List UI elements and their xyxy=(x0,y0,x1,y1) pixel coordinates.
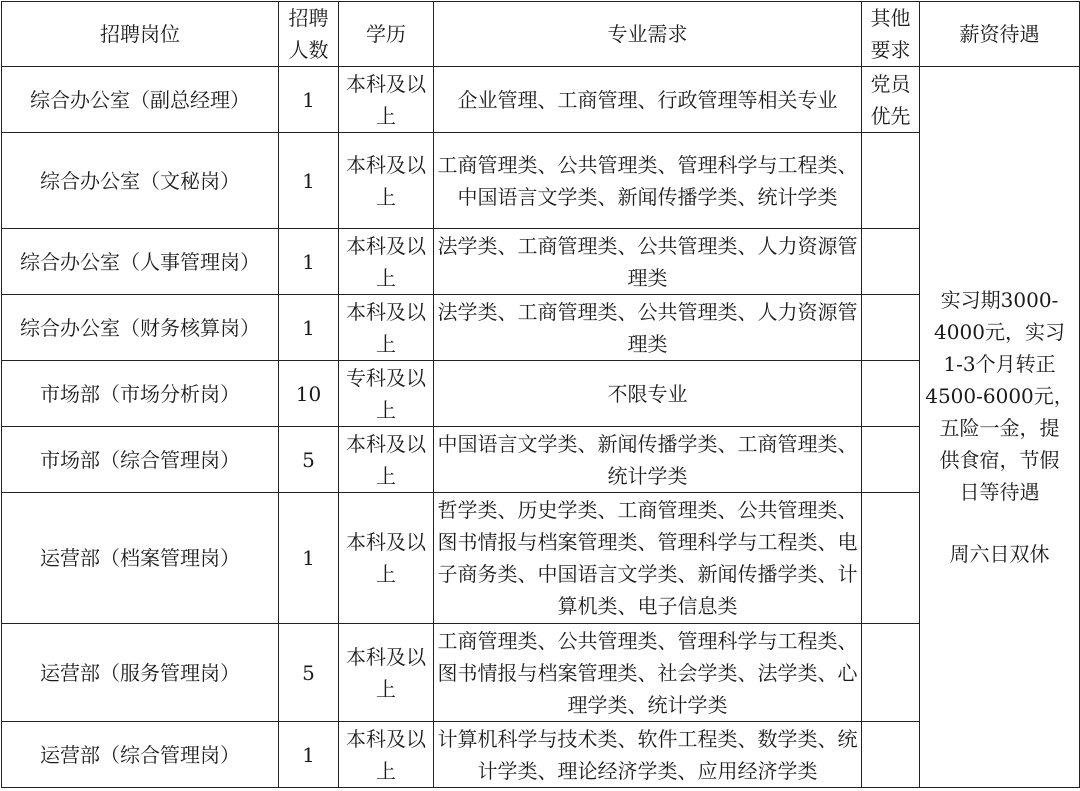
count-cell: 5 xyxy=(279,624,339,722)
other-cell: 党员优先 xyxy=(862,67,920,133)
salary-spacer xyxy=(922,508,1077,538)
table-row xyxy=(2,133,1080,229)
position-cell: 市场部（综合管理岗） xyxy=(2,427,279,493)
other-cell xyxy=(862,624,920,722)
other-cell xyxy=(862,295,920,361)
position-cell: 运营部（档案管理岗） xyxy=(2,493,279,624)
position-cell: 运营部（服务管理岗） xyxy=(2,624,279,722)
count-cell: 1 xyxy=(279,295,339,361)
header-salary: 薪资待遇 xyxy=(920,2,1080,67)
education-cell: 本科及以上 xyxy=(339,229,434,295)
education-cell: 本科及以上 xyxy=(339,427,434,493)
count-cell: 1 xyxy=(279,229,339,295)
major-cell: 计算机科学与技术类、软件工程类、数学类、统计学类、理论经济学类、应用经济学类 xyxy=(434,722,862,788)
education-cell: 本科及以上 xyxy=(339,722,434,788)
position-cell: 运营部（综合管理岗） xyxy=(2,722,279,788)
table-row xyxy=(2,624,1080,722)
other-cell xyxy=(862,427,920,493)
other-cell xyxy=(862,133,920,229)
education-cell: 本科及以上 xyxy=(339,133,434,229)
other-cell xyxy=(862,229,920,295)
salary-cell xyxy=(920,67,1080,788)
salary-line: 1-3个月转正 xyxy=(943,352,1056,376)
salary-weekend: 周六日双休 xyxy=(949,542,1050,566)
table-row xyxy=(2,361,1080,427)
position-cell: 综合办公室（文秘岗） xyxy=(2,133,279,229)
major-cell: 工商管理类、公共管理类、管理科学与工程类、图书情报与档案管理类、社会学类、法学类、心理学类、统计学类 xyxy=(434,624,862,722)
count-cell: 1 xyxy=(279,67,339,133)
other-cell xyxy=(862,493,920,624)
education-cell: 本科及以上 xyxy=(339,295,434,361)
count-cell: 1 xyxy=(279,133,339,229)
salary-line: 日等待遇 xyxy=(959,480,1040,504)
header-major: 专业需求 xyxy=(434,2,862,67)
count-cell: 1 xyxy=(279,493,339,624)
major-cell: 工商管理类、公共管理类、管理科学与工程类、中国语言文学类、新闻传播学类、统计学类 xyxy=(434,133,862,229)
table-row xyxy=(2,229,1080,295)
table-row xyxy=(2,427,1080,493)
header-row xyxy=(2,2,1080,67)
count-cell: 5 xyxy=(279,427,339,493)
header-count: 招聘人数 xyxy=(279,2,339,67)
table-row xyxy=(2,67,1080,133)
position-cell: 综合办公室（副总经理） xyxy=(2,67,279,133)
major-cell: 企业管理、工商管理、行政管理等相关专业 xyxy=(434,67,862,133)
count-cell: 1 xyxy=(279,722,339,788)
education-cell: 本科及以上 xyxy=(339,493,434,624)
position-cell: 综合办公室（人事管理岗） xyxy=(2,229,279,295)
salary-line: 供食宿，节假 xyxy=(939,448,1060,472)
major-cell: 哲学类、历史学类、工商管理类、公共管理类、图书情报与档案管理类、管理科学与工程类、电子商务类、中国语言文学类、新闻传播学类、计算机类、电子信息类 xyxy=(434,493,862,624)
table-row xyxy=(2,722,1080,788)
major-cell: 不限专业 xyxy=(434,361,862,427)
major-cell: 法学类、工商管理类、公共管理类、人力资源管理类 xyxy=(434,295,862,361)
salary-line: 实习期3000- xyxy=(940,288,1059,312)
header-education: 学历 xyxy=(339,2,434,67)
header-position: 招聘岗位 xyxy=(2,2,279,67)
major-cell: 法学类、工商管理类、公共管理类、人力资源管理类 xyxy=(434,229,862,295)
education-cell: 本科及以上 xyxy=(339,624,434,722)
education-cell: 本科及以上 xyxy=(339,67,434,133)
position-cell: 综合办公室（财务核算岗） xyxy=(2,295,279,361)
count-cell: 10 xyxy=(279,361,339,427)
header-other: 其他要求 xyxy=(862,2,920,67)
other-cell xyxy=(862,361,920,427)
position-cell: 市场部（市场分析岗） xyxy=(2,361,279,427)
recruitment-table xyxy=(1,1,1080,788)
other-cell xyxy=(862,722,920,788)
education-cell: 专科及以上 xyxy=(339,361,434,427)
table-row xyxy=(2,493,1080,624)
salary-line: 4500-6000元， xyxy=(925,384,1074,408)
table-row xyxy=(2,295,1080,361)
major-cell: 中国语言文学类、新闻传播学类、工商管理类、统计学类 xyxy=(434,427,862,493)
salary-line: 4000元，实习 xyxy=(934,320,1065,344)
salary-line: 五险一金，提 xyxy=(939,416,1060,440)
